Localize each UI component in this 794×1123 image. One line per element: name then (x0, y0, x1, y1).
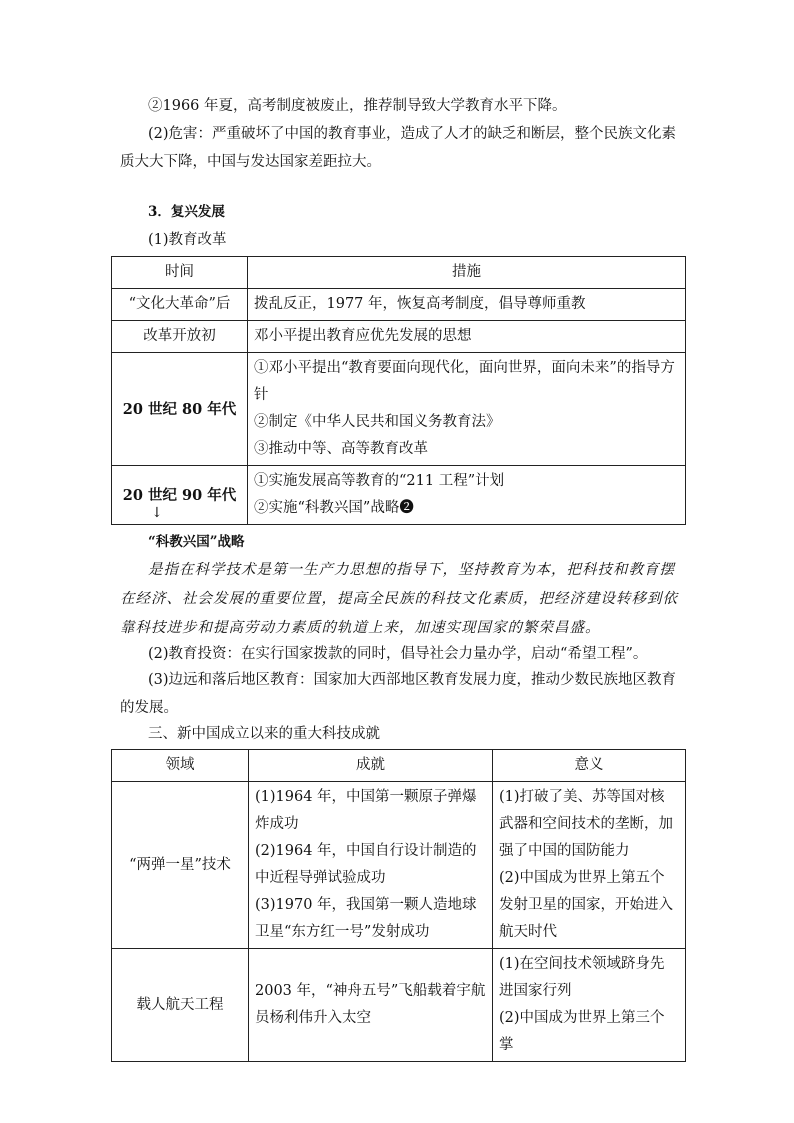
achievement-item: (3)1970 年，我国第一颗人造地球卫星“东方红一号”发射成功 (255, 897, 477, 940)
header-measures: 措施 (248, 257, 686, 289)
row-measures-cell (248, 466, 686, 525)
section-3-p3: (3)边远和落后地区教育：国家加大西部地区教育发展力度，推动少数民族地区教育的发展。 (120, 672, 677, 716)
table-row (112, 289, 686, 321)
header-significance: 意义 (493, 750, 686, 782)
row-achievements-cell (249, 782, 493, 949)
table-header-row (112, 750, 686, 782)
significance-item: (1)打破了美、苏等国对核武器和空间技术的垄断，加强了中国的国防能力 (499, 789, 673, 859)
row-field: 载人航天工程 (112, 949, 249, 1062)
row-achievements-cell (249, 949, 493, 1062)
note-title: “科教兴国”战略 (148, 534, 245, 550)
row-significance-cell (493, 949, 686, 1062)
header-field: 领域 (112, 750, 249, 782)
table-row (112, 321, 686, 353)
intro-line-2: (2)危害：严重破坏了中国的教育事业，造成了人才的缺乏和断层，整个民族文化素质大大下降，中国与发达国家差距拉大。 (120, 126, 677, 170)
header-time: 时间 (112, 257, 248, 289)
table-row (112, 466, 686, 525)
section-three-heading: 三、新中国成立以来的重大科技成就 (148, 726, 380, 742)
row-time: “文化大革命”后 (112, 289, 248, 321)
significance-item: (2)中国成为世界上第三个掌 (499, 1010, 665, 1053)
section-3-heading: 3．复兴发展 (148, 204, 225, 220)
table-header-row (112, 257, 686, 289)
achievement-item: 2003 年，“神舟五号”飞船载着宇航员杨利伟升入太空 (255, 983, 486, 1026)
achievement-item: (1)1964 年，中国第一颗原子弹爆炸成功 (255, 789, 477, 832)
table-row (112, 949, 686, 1062)
row-measures-cell (248, 353, 686, 466)
measure-item: ①邓小平提出“教育要面向现代化，面向世界，面向未来”的指导方针 (254, 360, 675, 403)
section-3-p2: (2)教育投资：在实行国家拨款的同时，倡导社会力量办学，启动“希望工程”。 (148, 646, 648, 662)
table-row (112, 782, 686, 949)
table-row (112, 353, 686, 466)
section-3-sub1: (1)教育改革 (148, 232, 227, 248)
science-achievements-table (111, 749, 686, 1062)
row-time: 改革开放初 (112, 321, 248, 353)
significance-item: (1)在空间技术领域跻身先进国家行列 (499, 956, 665, 999)
header-achievement: 成就 (249, 750, 493, 782)
row-time: 20 世纪 80 年代 (112, 353, 248, 466)
measure-item: ①实施发展高等教育的“211 工程”计划 (254, 473, 505, 489)
measure-item: ②制定《中华人民共和国义务教育法》 (254, 414, 501, 430)
education-reform-table (111, 256, 686, 525)
significance-item: (2)中国成为世界上第五个发射卫星的国家，开始进入航天时代 (499, 870, 673, 940)
row-significance-cell (493, 782, 686, 949)
achievement-item: (2)1964 年，中国自行设计制造的中近程导弹试验成功 (255, 843, 477, 886)
measure-item: ②实施“科教兴国”战略❷ (254, 500, 414, 516)
row-measure: 拨乱反正，1977 年，恢复高考制度，倡导尊师重教 (248, 289, 686, 321)
row-field: “两弹一星”技术 (112, 782, 249, 949)
note-body: 是指在科学技术是第一生产力思想的指导下，坚持教育为本，把科技和教育摆在经济、社会发展的重要位置，提高全民族的科技文化素质，把经济建设转移到依靠科技进步和提高劳动力素质的轨道上来，加速实现国家的繁荣昌盛。 (120, 562, 678, 636)
row-time: 20 世纪 90 年代 (112, 466, 248, 525)
intro-line-1: ②1966 年夏，高考制度被废止，推荐制导致大学教育水平下降。 (148, 98, 567, 114)
row-measure: 邓小平提出教育应优先发展的思想 (248, 321, 686, 353)
measure-item: ③推动中等、高等教育改革 (254, 441, 428, 457)
down-arrow-icon: ↓ (151, 505, 163, 521)
